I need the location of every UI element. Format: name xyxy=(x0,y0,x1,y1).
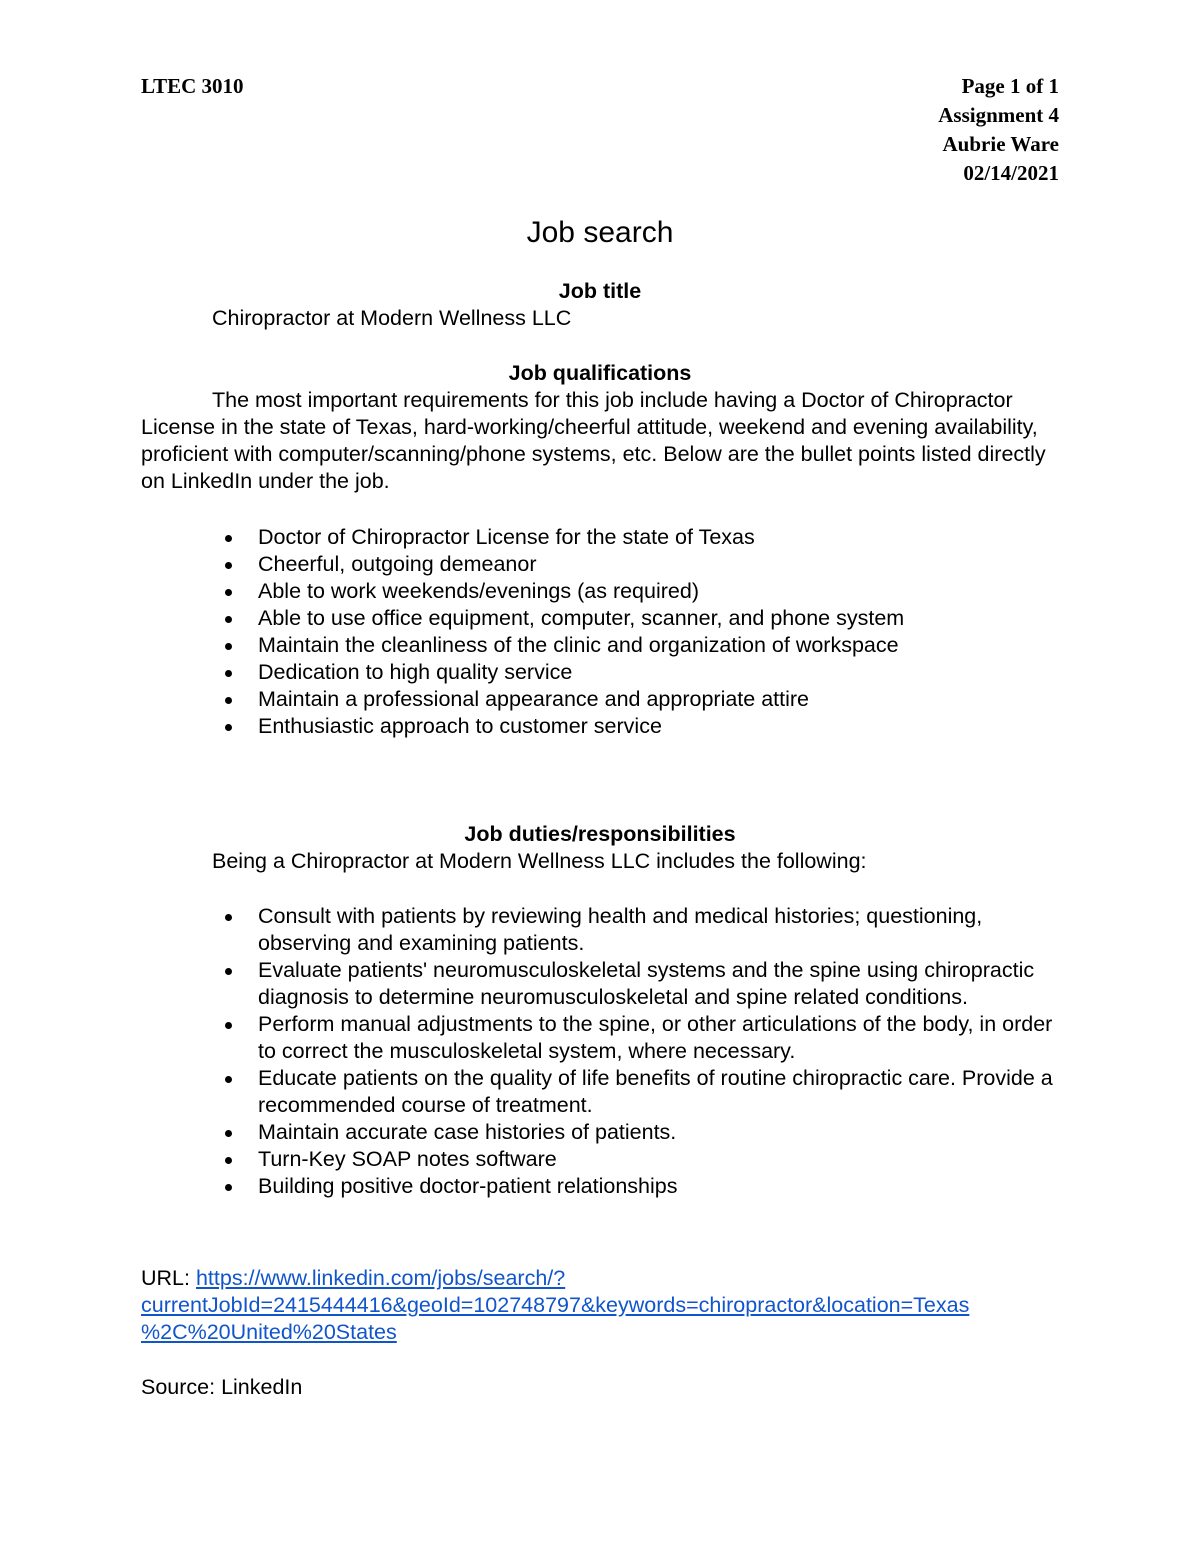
job-title-value: Chiropractor at Modern Wellness LLC xyxy=(212,306,572,330)
bullet-icon xyxy=(225,1184,232,1191)
duties-list xyxy=(0,903,1058,1200)
list-item: Able to use office equipment, computer, scanner, and phone system xyxy=(0,605,1058,632)
bullet-icon xyxy=(225,1076,232,1083)
list-item: Evaluate patients' neuromusculoskeletal systems and the spine using chiropractic diagnosis to determine neuromusculoskeletal and spine related conditions. xyxy=(0,957,1058,1011)
job-title-heading: Job title xyxy=(558,279,642,303)
page-number: Page 1 of 1 xyxy=(961,74,1059,98)
list-item: Educate patients on the quality of life benefits of routine chiropractic care. Provide a recommended course of treatment. xyxy=(0,1065,1058,1119)
author-name: Aubrie Ware xyxy=(942,132,1059,156)
duties-heading: Job duties/responsibilities xyxy=(464,822,736,846)
assignment-label: Assignment 4 xyxy=(938,103,1059,127)
list-item: Dedication to high quality service xyxy=(0,659,1058,686)
list-item: Maintain a professional appearance and appropriate attire xyxy=(0,686,1058,713)
bullet-icon xyxy=(225,968,232,975)
list-item: Building positive doctor-patient relationships xyxy=(0,1173,1058,1200)
list-item: Maintain the cleanliness of the clinic and organization of workspace xyxy=(0,632,1058,659)
bullet-icon xyxy=(225,1130,232,1137)
bullet-icon xyxy=(225,914,232,921)
list-item: Able to work weekends/evenings (as required) xyxy=(0,578,1058,605)
qualifications-list xyxy=(0,524,1058,740)
bullet-icon xyxy=(225,724,232,731)
bullet-icon xyxy=(225,1022,232,1029)
qualifications-paragraph-text: The most important requirements for this job include having a Doctor of Chiropractor License in the state of Texas, hard-working/cheerful attitude, weekend and evening availability, proficient with computer/scanning/phone systems, etc. Below are the bullet points listed directly on LinkedIn under the job. xyxy=(141,388,1046,493)
bullet-icon xyxy=(225,616,232,623)
url-block xyxy=(141,1265,1061,1346)
list-item: Cheerful, outgoing demeanor xyxy=(0,551,1058,578)
duties-intro: Being a Chiropractor at Modern Wellness LLC includes the following: xyxy=(212,849,867,873)
document-date: 02/14/2021 xyxy=(963,161,1059,185)
header-info xyxy=(938,72,1059,188)
source-line: Source: LinkedIn xyxy=(141,1375,303,1399)
course-code: LTEC 3010 xyxy=(141,74,244,98)
bullet-icon xyxy=(225,562,232,569)
url-link-line-2[interactable]: currentJobId=2415444416&geoId=102748797&keywords=chiropractor&location=Texas xyxy=(141,1293,970,1317)
list-item: Consult with patients by reviewing health and medical histories; questioning, observing and examining patients. xyxy=(0,903,1058,957)
list-item: Maintain accurate case histories of patients. xyxy=(0,1119,1058,1146)
url-link-line-1[interactable]: https://www.linkedin.com/jobs/search/? xyxy=(195,1266,566,1290)
bullet-icon xyxy=(225,670,232,677)
qualifications-heading: Job qualifications xyxy=(508,361,692,385)
qualifications-paragraph xyxy=(141,387,1061,495)
bullet-icon xyxy=(225,589,232,596)
list-item: Doctor of Chiropractor License for the state of Texas xyxy=(0,524,1058,551)
list-item: Perform manual adjustments to the spine, or other articulations of the body, in order to correct the musculoskeletal system, where necessary. xyxy=(0,1011,1058,1065)
bullet-icon xyxy=(225,1157,232,1164)
list-item: Turn-Key SOAP notes software xyxy=(0,1146,1058,1173)
url-link-line-3[interactable]: %2C%20United%20States xyxy=(141,1320,397,1344)
url-label: URL: xyxy=(141,1266,196,1290)
bullet-icon xyxy=(225,697,232,704)
document-title: Job search xyxy=(526,216,674,249)
bullet-icon xyxy=(225,643,232,650)
bullet-icon xyxy=(225,535,232,542)
list-item: Enthusiastic approach to customer service xyxy=(0,713,1058,740)
